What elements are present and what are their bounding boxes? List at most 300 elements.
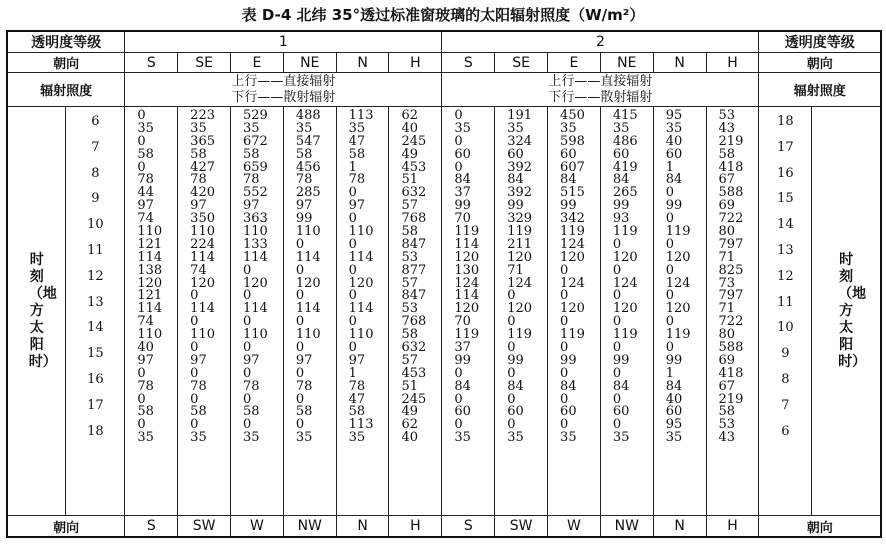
direct-value: 1: [348, 159, 357, 175]
diffuse-value: 119: [612, 224, 638, 240]
direct-value: 486: [612, 133, 638, 149]
direct-value: 529: [243, 108, 268, 123]
direct-value: 0: [295, 340, 305, 356]
dir-bottom-l2: W: [548, 516, 601, 538]
diffuse-value: 124: [665, 275, 691, 291]
direct-value: 74: [137, 314, 154, 330]
diffuse-value: 78: [137, 172, 154, 188]
diffuse-value: 110: [348, 224, 374, 240]
diffuse-value: 84: [560, 378, 577, 394]
diffuse-value: 114: [295, 249, 321, 265]
direct-value: 114: [454, 236, 480, 252]
diffuse-value: 110: [295, 224, 321, 240]
hour-label: 6: [781, 423, 790, 439]
direct-value: 0: [190, 340, 199, 356]
dir-bottom-l1: H: [389, 516, 442, 538]
direct-value: 1: [665, 159, 674, 175]
value-stack: [707, 107, 759, 445]
diffuse-value: 97: [295, 198, 313, 214]
table-title: 表 D-4 北纬 35°透过标准窗玻璃的太阳辐射照度（W/m²）: [241, 6, 645, 24]
diffuse-value: 99: [612, 198, 630, 214]
direct-value: 93: [612, 211, 630, 227]
direct-value: 0: [560, 365, 569, 381]
direct-value: 418: [718, 365, 744, 381]
direct-value: 0: [665, 340, 674, 356]
diffuse-value: 40: [401, 430, 419, 446]
diffuse-value: 73: [718, 275, 736, 291]
hour-label: 12: [777, 268, 794, 284]
diffuse-value: 60: [560, 404, 577, 420]
level2-col-N: [653, 107, 706, 516]
direct-value: 70: [454, 314, 471, 330]
dir-bottom-l1: NW: [283, 516, 336, 538]
direct-value: 0: [612, 417, 622, 433]
diffuse-value: 120: [665, 301, 691, 317]
diffuse-value: 35: [454, 120, 471, 136]
value-stack: [548, 107, 600, 445]
direct-value: 40: [665, 133, 683, 149]
diffuse-value: 99: [665, 198, 683, 214]
direct-value: 0: [243, 340, 252, 356]
direct-value: 392: [507, 159, 533, 175]
direct-value: 44: [137, 185, 154, 201]
diffuse-value: 84: [454, 378, 471, 394]
direct-value: 0: [190, 417, 199, 433]
diffuse-value: 120: [137, 275, 163, 291]
direct-value: 99: [295, 211, 313, 227]
diffuse-value: 97: [190, 352, 207, 368]
solar-radiation-table: [6, 30, 882, 538]
direct-value: 427: [190, 159, 215, 175]
level2-col-NE: [600, 107, 653, 516]
diffuse-value: 78: [348, 172, 366, 188]
dir-bottom-l2: H: [706, 516, 759, 538]
diffuse-radiation-note: 下行——散射辐射: [231, 89, 336, 105]
hour-label: 10: [777, 320, 794, 336]
diffuse-value: 78: [295, 378, 313, 394]
direct-value: 113: [348, 108, 374, 123]
dir-top-l1: SE: [178, 53, 231, 73]
dir-bottom-l2: N: [653, 516, 706, 538]
direct-value: 191: [507, 108, 533, 123]
diffuse-value: 114: [243, 301, 268, 317]
dir-bottom-l2: NW: [600, 516, 653, 538]
diffuse-value: 35: [348, 120, 366, 136]
direct-value: 456: [295, 159, 321, 175]
diffuse-value: 58: [718, 404, 736, 420]
direct-value: 0: [243, 391, 252, 407]
direct-value: 0: [612, 340, 622, 356]
direct-value: 0: [454, 159, 463, 175]
direct-value: 1: [665, 365, 674, 381]
diffuse-value: 84: [560, 172, 577, 188]
direct-radiation-note: 上行——直接辐射: [548, 73, 653, 89]
hour-label: 14: [777, 217, 794, 233]
diffuse-value: 78: [190, 378, 207, 394]
diffuse-value: 120: [612, 301, 638, 317]
diffuse-value: 80: [718, 327, 736, 343]
diffuse-value: 35: [560, 120, 577, 136]
direct-value: 547: [295, 133, 321, 149]
dir-top-l2: E: [548, 53, 601, 73]
diffuse-value: 35: [137, 430, 154, 446]
transparency-label-right: 透明度等级: [759, 31, 881, 53]
diffuse-value: 35: [560, 430, 577, 446]
diffuse-value: 99: [507, 198, 524, 214]
diffuse-value: 119: [454, 224, 480, 240]
dir-bottom-l2: S: [442, 516, 495, 538]
diffuse-value: 97: [243, 198, 260, 214]
time-label-left: 时刻（地方太阳时）: [28, 251, 57, 370]
direct-value: 342: [560, 211, 585, 227]
dir-bottom-l1: SW: [178, 516, 231, 538]
diffuse-value: 60: [665, 146, 683, 162]
diffuse-value: 99: [665, 352, 683, 368]
diffuse-value: 119: [665, 224, 691, 240]
diffuse-value: 110: [348, 327, 374, 343]
diffuse-value: 35: [243, 120, 260, 136]
diffuse-value: 57: [401, 352, 419, 368]
level2-col-S: [442, 107, 495, 516]
hour-label: 11: [777, 294, 794, 310]
direct-value: 47: [348, 133, 366, 149]
direct-value: 659: [243, 159, 268, 175]
value-stack: [284, 107, 336, 445]
dir-top-l1: E: [231, 53, 284, 73]
direct-value: 0: [295, 236, 305, 252]
diffuse-value: 84: [612, 172, 630, 188]
diffuse-value: 114: [137, 249, 163, 265]
value-stack: [442, 107, 494, 445]
direct-value: 0: [243, 417, 252, 433]
direct-value: 0: [454, 108, 463, 123]
direct-value: 245: [401, 391, 427, 407]
hour-label: 7: [91, 139, 100, 155]
diffuse-value: 60: [665, 404, 683, 420]
direct-value: 847: [401, 288, 427, 304]
diffuse-value: 35: [137, 120, 154, 136]
direct-value: 0: [454, 365, 463, 381]
direct-value: 0: [612, 391, 622, 407]
diffuse-value: 53: [401, 301, 419, 317]
direct-value: 0: [348, 314, 357, 330]
diffuse-value: 67: [718, 378, 736, 394]
direct-value: 0: [560, 288, 569, 304]
direct-value: 0: [295, 391, 305, 407]
hours-right-cell: [759, 107, 812, 516]
diffuse-value: 97: [348, 352, 366, 368]
hour-label: 15: [777, 191, 794, 207]
diffuse-value: 35: [243, 430, 260, 446]
level2-col-E: [548, 107, 601, 516]
diffuse-value: 97: [190, 198, 207, 214]
direct-value: 0: [348, 288, 357, 304]
direct-value: 40: [665, 391, 683, 407]
diffuse-value: 84: [612, 378, 630, 394]
diffuse-value: 84: [665, 378, 683, 394]
diffuse-value: 40: [401, 120, 419, 136]
radiation-label: 辐射照度: [7, 73, 125, 107]
direct-value: 0: [612, 236, 622, 252]
direct-value: 0: [137, 133, 146, 149]
diffuse-value: 58: [348, 146, 366, 162]
diffuse-value: 35: [507, 120, 524, 136]
diffuse-value: 99: [612, 352, 630, 368]
diffuse-value: 67: [718, 172, 736, 188]
direct-value: 74: [190, 262, 207, 278]
diffuse-value: 35: [190, 120, 207, 136]
direct-value: 0: [295, 288, 305, 304]
direct-value: 0: [348, 262, 357, 278]
diffuse-value: 58: [190, 146, 207, 162]
direct-value: 0: [612, 288, 622, 304]
direct-value: 0: [295, 262, 305, 278]
level1-col-SE: [178, 107, 231, 516]
diffuse-value: 80: [718, 224, 736, 240]
diffuse-value: 114: [348, 249, 374, 265]
dir-bottom-l1: N: [336, 516, 389, 538]
orientation-label-bottom: 朝向: [7, 516, 125, 538]
diffuse-value: 51: [401, 378, 419, 394]
diffuse-value: 58: [243, 404, 260, 420]
diffuse-value: 84: [507, 172, 524, 188]
diffuse-value: 120: [612, 249, 638, 265]
diffuse-value: 114: [295, 301, 321, 317]
direct-value: 113: [348, 417, 374, 433]
direct-value: 219: [718, 133, 744, 149]
hour-label: 18: [87, 423, 104, 439]
hour-label: 8: [91, 165, 100, 181]
diffuse-value: 119: [560, 327, 585, 343]
direct-value: 0: [295, 417, 305, 433]
diffuse-value: 124: [507, 275, 533, 291]
diffuse-value: 110: [295, 327, 321, 343]
direct-value: 0: [243, 262, 252, 278]
direct-value: 0: [507, 314, 516, 330]
direct-value: 62: [401, 108, 419, 123]
diffuse-value: 114: [190, 301, 215, 317]
value-stack: [654, 107, 706, 445]
direct-value: 453: [401, 365, 427, 381]
direct-value: 0: [137, 391, 146, 407]
direct-value: 0: [560, 417, 569, 433]
dir-top-l1: NE: [283, 53, 336, 73]
direct-value: 0: [190, 288, 199, 304]
diffuse-value: 35: [454, 430, 471, 446]
diffuse-value: 84: [454, 172, 471, 188]
direct-value: 365: [190, 133, 215, 149]
diffuse-value: 120: [348, 275, 374, 291]
direct-value: 130: [454, 262, 480, 278]
diffuse-value: 120: [665, 249, 691, 265]
direct-value: 223: [190, 108, 215, 123]
diffuse-value: 53: [401, 249, 419, 265]
direct-value: 0: [665, 236, 674, 252]
transparency-row: [7, 31, 881, 53]
hours-left: [66, 107, 124, 509]
diffuse-value: 78: [243, 378, 260, 394]
value-stack: [178, 107, 230, 445]
diffuse-value: 35: [612, 430, 630, 446]
diffuse-value: 110: [190, 224, 215, 240]
direct-value: 0: [665, 288, 674, 304]
dir-top-l2: NE: [600, 53, 653, 73]
diffuse-value: 119: [507, 224, 533, 240]
direct-value: 607: [560, 159, 585, 175]
diffuse-value: 119: [560, 224, 585, 240]
level-1-header: 1: [125, 31, 442, 53]
direct-value: 0: [560, 340, 569, 356]
diffuse-value: 57: [401, 275, 419, 291]
direct-value: 121: [137, 236, 163, 252]
diffuse-value: 120: [243, 275, 268, 291]
hour-label: 16: [87, 372, 104, 387]
diffuse-value: 49: [401, 404, 419, 420]
row-legend-l2: [442, 73, 759, 107]
diffuse-value: 35: [295, 430, 313, 446]
direct-value: 598: [560, 133, 585, 149]
direct-value: 37: [454, 185, 471, 201]
diffuse-value: 110: [137, 327, 163, 343]
diffuse-value: 99: [454, 198, 471, 214]
direct-value: 515: [560, 185, 585, 201]
diffuse-value: 69: [718, 198, 736, 214]
direct-value: 0: [612, 365, 622, 381]
diffuse-value: 124: [454, 275, 480, 291]
direct-value: 0: [243, 288, 252, 304]
diffuse-value: 43: [718, 120, 736, 136]
level1-col-NE: [283, 107, 336, 516]
direct-value: 722: [718, 211, 744, 227]
time-label-right-cell: [812, 107, 881, 516]
hour-label: 17: [777, 139, 794, 155]
hour-label: 11: [87, 243, 104, 258]
diffuse-value: 35: [507, 430, 524, 446]
direct-value: 0: [348, 211, 357, 227]
dir-top-l2: S: [442, 53, 495, 73]
direct-value: 825: [718, 262, 744, 278]
direct-value: 588: [718, 185, 744, 201]
direct-value: 53: [718, 417, 736, 433]
direct-value: 70: [454, 211, 471, 227]
direct-value: 0: [454, 417, 463, 433]
hour-label: 18: [777, 114, 794, 129]
value-stack: [231, 107, 283, 445]
diffuse-value: 99: [454, 352, 471, 368]
diffuse-value: 71: [718, 301, 736, 317]
radiation-label-right: 辐射照度: [759, 73, 881, 107]
diffuse-value: 84: [665, 172, 683, 188]
direct-value: 133: [243, 236, 268, 252]
direct-value: 285: [295, 185, 321, 201]
direct-value: 47: [348, 391, 366, 407]
diffuse-value: 60: [612, 146, 630, 162]
diffuse-value: 124: [612, 275, 638, 291]
direct-value: 415: [612, 108, 638, 123]
direct-value: 0: [295, 314, 305, 330]
direct-value: 0: [507, 365, 516, 381]
diffuse-value: 58: [718, 146, 736, 162]
diffuse-value: 97: [137, 352, 154, 368]
direct-value: 0: [507, 391, 516, 407]
diffuse-value: 114: [348, 301, 374, 317]
hour-label: 8: [781, 372, 790, 387]
diffuse-value: 69: [718, 352, 736, 368]
hour-label: 9: [781, 346, 790, 362]
direct-value: 672: [243, 133, 268, 149]
direct-value: 488: [295, 108, 321, 123]
direct-value: 0: [348, 185, 357, 201]
diffuse-value: 120: [507, 301, 533, 317]
orientation-label: 朝向: [7, 53, 125, 73]
diffuse-value: 110: [243, 224, 268, 240]
direct-value: 95: [665, 108, 683, 123]
direct-radiation-note: 上行——直接辐射: [231, 73, 336, 89]
diffuse-value: 78: [190, 172, 207, 188]
direct-value: 324: [507, 133, 533, 149]
diffuse-value: 119: [454, 327, 480, 343]
direct-value: 0: [137, 108, 146, 123]
direct-value: 0: [612, 314, 622, 330]
diffuse-value: 60: [507, 146, 524, 162]
hour-label: 10: [87, 217, 104, 233]
direct-value: 552: [243, 185, 268, 201]
direct-value: 722: [718, 314, 744, 330]
time-label-right: 时刻（地方太阳时）: [838, 251, 867, 370]
diffuse-value: 60: [507, 404, 524, 420]
dir-top-l2: N: [653, 53, 706, 73]
direct-value: 0: [137, 159, 146, 175]
diffuse-value: 60: [454, 404, 471, 420]
hours-left-cell: [66, 107, 125, 516]
direct-value: 114: [454, 288, 480, 304]
diffuse-value: 120: [190, 275, 215, 291]
direct-value: 121: [137, 288, 163, 304]
direct-value: 588: [718, 340, 744, 356]
direct-value: 453: [401, 159, 427, 175]
diffuse-value: 110: [243, 327, 268, 343]
level1-col-E: [231, 107, 284, 516]
diffuse-value: 84: [507, 378, 524, 394]
diffuse-value: 35: [348, 430, 366, 446]
diffuse-value: 60: [560, 146, 577, 162]
diffuse-value: 120: [454, 249, 480, 265]
diffuse-value: 51: [401, 172, 419, 188]
diffuse-value: 57: [401, 198, 419, 214]
diffuse-value: 78: [348, 378, 366, 394]
direct-value: 0: [665, 185, 674, 201]
direct-value: 0: [665, 211, 674, 227]
hour-label: 15: [87, 346, 104, 362]
direct-value: 124: [560, 236, 585, 252]
diffuse-value: 58: [295, 404, 313, 420]
diffuse-value: 78: [295, 172, 313, 188]
direct-value: 74: [137, 211, 154, 227]
direct-value: 0: [507, 417, 516, 433]
direct-value: 0: [295, 365, 305, 381]
orientation-label-right: 朝向: [759, 53, 881, 73]
direct-value: 418: [718, 159, 744, 175]
diffuse-value: 35: [190, 430, 207, 446]
diffuse-value: 60: [454, 146, 471, 162]
hour-label: 9: [91, 191, 100, 207]
diffuse-value: 49: [401, 146, 419, 162]
direct-value: 211: [507, 236, 533, 252]
dir-bottom-l2: SW: [495, 516, 548, 538]
diffuse-value: 120: [560, 301, 585, 317]
diffuse-value: 114: [137, 301, 163, 317]
direct-value: 265: [612, 185, 638, 201]
